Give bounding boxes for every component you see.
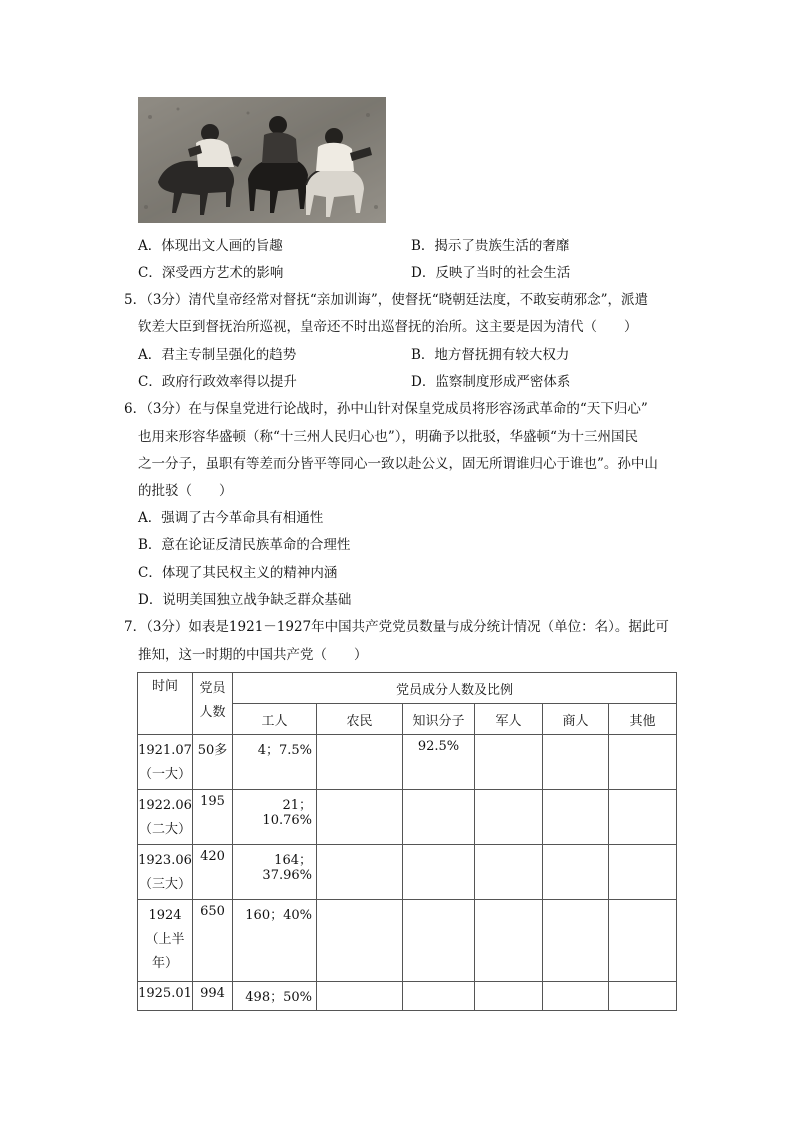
time-line: 1923.06 bbox=[138, 853, 192, 868]
cell-time bbox=[138, 982, 193, 1011]
party-membership-table bbox=[137, 672, 677, 1011]
q6-option-c: C．体现了其民权主义的精神内涵 bbox=[138, 565, 338, 581]
cell-other bbox=[609, 900, 677, 982]
cell-time bbox=[138, 845, 193, 900]
cell-intellectual bbox=[403, 845, 475, 900]
cell-intellectual bbox=[403, 790, 475, 845]
q6-stem-line-1: 6．（3分）在与保皇党进行论战时，孙中山针对保皇党成员将形容汤武革命的“天下归心” bbox=[124, 401, 648, 417]
q6-stem-line-4: 的批驳（ ） bbox=[138, 483, 233, 499]
q4-option-b: B．揭示了贵族生活的奢靡 bbox=[411, 238, 570, 254]
q6-option-b: B．意在论证反清民族革命的合理性 bbox=[138, 537, 351, 553]
cell-merchant bbox=[543, 735, 609, 790]
subheader-other: 其他 bbox=[609, 704, 677, 735]
cell-other bbox=[609, 790, 677, 845]
cell-farmer bbox=[317, 845, 403, 900]
subheader-intellectual: 知识分子 bbox=[403, 704, 475, 735]
cell-soldier bbox=[475, 900, 543, 982]
table-row bbox=[138, 845, 677, 900]
cell-other bbox=[609, 735, 677, 790]
subheader-worker: 工人 bbox=[233, 704, 317, 735]
cell-farmer bbox=[317, 735, 403, 790]
q5-option-d: D．监察制度形成严密体系 bbox=[411, 374, 571, 390]
cell-worker: 4；7.5% bbox=[233, 735, 317, 790]
table-row bbox=[138, 735, 677, 790]
time-line: 1924 bbox=[148, 908, 182, 923]
painting-illustration bbox=[138, 97, 386, 223]
q7-stem-line-2: 推知，这一时期的中国共产党（ ） bbox=[138, 647, 368, 663]
cell-intellectual: 92.5% bbox=[403, 735, 475, 790]
q4-option-d: D．反映了当时的社会生活 bbox=[411, 265, 571, 281]
time-line: （一大） bbox=[138, 767, 191, 782]
q6-option-a: A．强调了古今革命具有相通性 bbox=[138, 510, 324, 526]
cell-soldier bbox=[475, 982, 543, 1011]
cell-members: 195 bbox=[193, 790, 233, 845]
q5-stem-line-2: 钦差大臣到督抚治所巡视，皇帝还不时出巡督抚的治所。这主要是因为清代（ ） bbox=[138, 319, 638, 335]
cell-time bbox=[138, 790, 193, 845]
q4-option-c: C．深受西方艺术的影响 bbox=[138, 265, 284, 281]
cell-merchant bbox=[543, 790, 609, 845]
painting-image bbox=[138, 97, 386, 223]
time-line: 1921.07 bbox=[138, 743, 192, 758]
cell-members: 994 bbox=[193, 982, 233, 1011]
cell-other bbox=[609, 982, 677, 1011]
subheader-soldier: 军人 bbox=[475, 704, 543, 735]
q5-stem-line-1: 5．（3分）清代皇帝经常对督抚“亲加训诲”，使督抚“晓朝廷法度，不敢妄萌邪念”，派遣 bbox=[124, 292, 649, 308]
cell-other bbox=[609, 845, 677, 900]
cell-farmer bbox=[317, 982, 403, 1011]
q5-option-a: A．君主专制呈强化的趋势 bbox=[138, 347, 297, 363]
q4-option-a: A．体现出文人画的旨趣 bbox=[138, 238, 283, 254]
time-line: （三大） bbox=[138, 877, 191, 892]
q6-stem-line-3: 之一分子，虽职有等差而分皆平等同心一致以赴公义，固无所谓谁归心于谁也”。孙中山 bbox=[138, 456, 658, 472]
cell-intellectual bbox=[403, 982, 475, 1011]
header-members bbox=[193, 673, 233, 735]
time-line: 1922.06 bbox=[138, 798, 192, 813]
subheader-farmer: 农民 bbox=[317, 704, 403, 735]
table-row bbox=[138, 790, 677, 845]
header-time: 时间 bbox=[138, 673, 193, 735]
q6-stem-line-2: 也用来形容华盛顿（称“十三州人民归心也”），明确予以批驳，华盛顿“为十三州国民 bbox=[138, 429, 638, 445]
cell-members: 650 bbox=[193, 900, 233, 982]
cell-intellectual bbox=[403, 900, 475, 982]
cell-merchant bbox=[543, 845, 609, 900]
cell-farmer bbox=[317, 790, 403, 845]
cell-worker: 498；50% bbox=[233, 982, 317, 1011]
q7-stem-line-1: 7．（3分）如表是1921－1927年中国共产党党员数量与成分统计情况（单位：名）。据此可 bbox=[124, 619, 669, 635]
cell-soldier bbox=[475, 790, 543, 845]
cell-merchant bbox=[543, 982, 609, 1011]
q6-option-d: D．说明美国独立战争缺乏群众基础 bbox=[138, 592, 352, 608]
time-line: （上半 bbox=[145, 932, 185, 947]
cell-soldier bbox=[475, 845, 543, 900]
cell-members: 50多 bbox=[193, 735, 233, 790]
cell-members: 420 bbox=[193, 845, 233, 900]
q5-option-b: B．地方督抚拥有较大权力 bbox=[411, 347, 570, 363]
q5-option-c: C．政府行政效率得以提升 bbox=[138, 374, 297, 390]
cell-worker: 160；40% bbox=[233, 900, 317, 982]
table-row bbox=[138, 982, 677, 1011]
header-members-line-2: 人数 bbox=[199, 705, 226, 720]
header-composition: 党员成分人数及比例 bbox=[233, 673, 677, 704]
cell-soldier bbox=[475, 735, 543, 790]
subheader-merchant: 商人 bbox=[543, 704, 609, 735]
cell-worker: 21；10.76% bbox=[233, 790, 317, 845]
header-members-line-1: 党员 bbox=[199, 681, 226, 696]
cell-farmer bbox=[317, 900, 403, 982]
cell-merchant bbox=[543, 900, 609, 982]
time-line: 1925.01 bbox=[138, 986, 192, 1001]
cell-worker: 164；37.96% bbox=[233, 845, 317, 900]
cell-time bbox=[138, 900, 193, 982]
cell-time bbox=[138, 735, 193, 790]
table-row bbox=[138, 900, 677, 982]
time-line: 年） bbox=[151, 956, 178, 971]
time-line: （二大） bbox=[138, 822, 191, 837]
